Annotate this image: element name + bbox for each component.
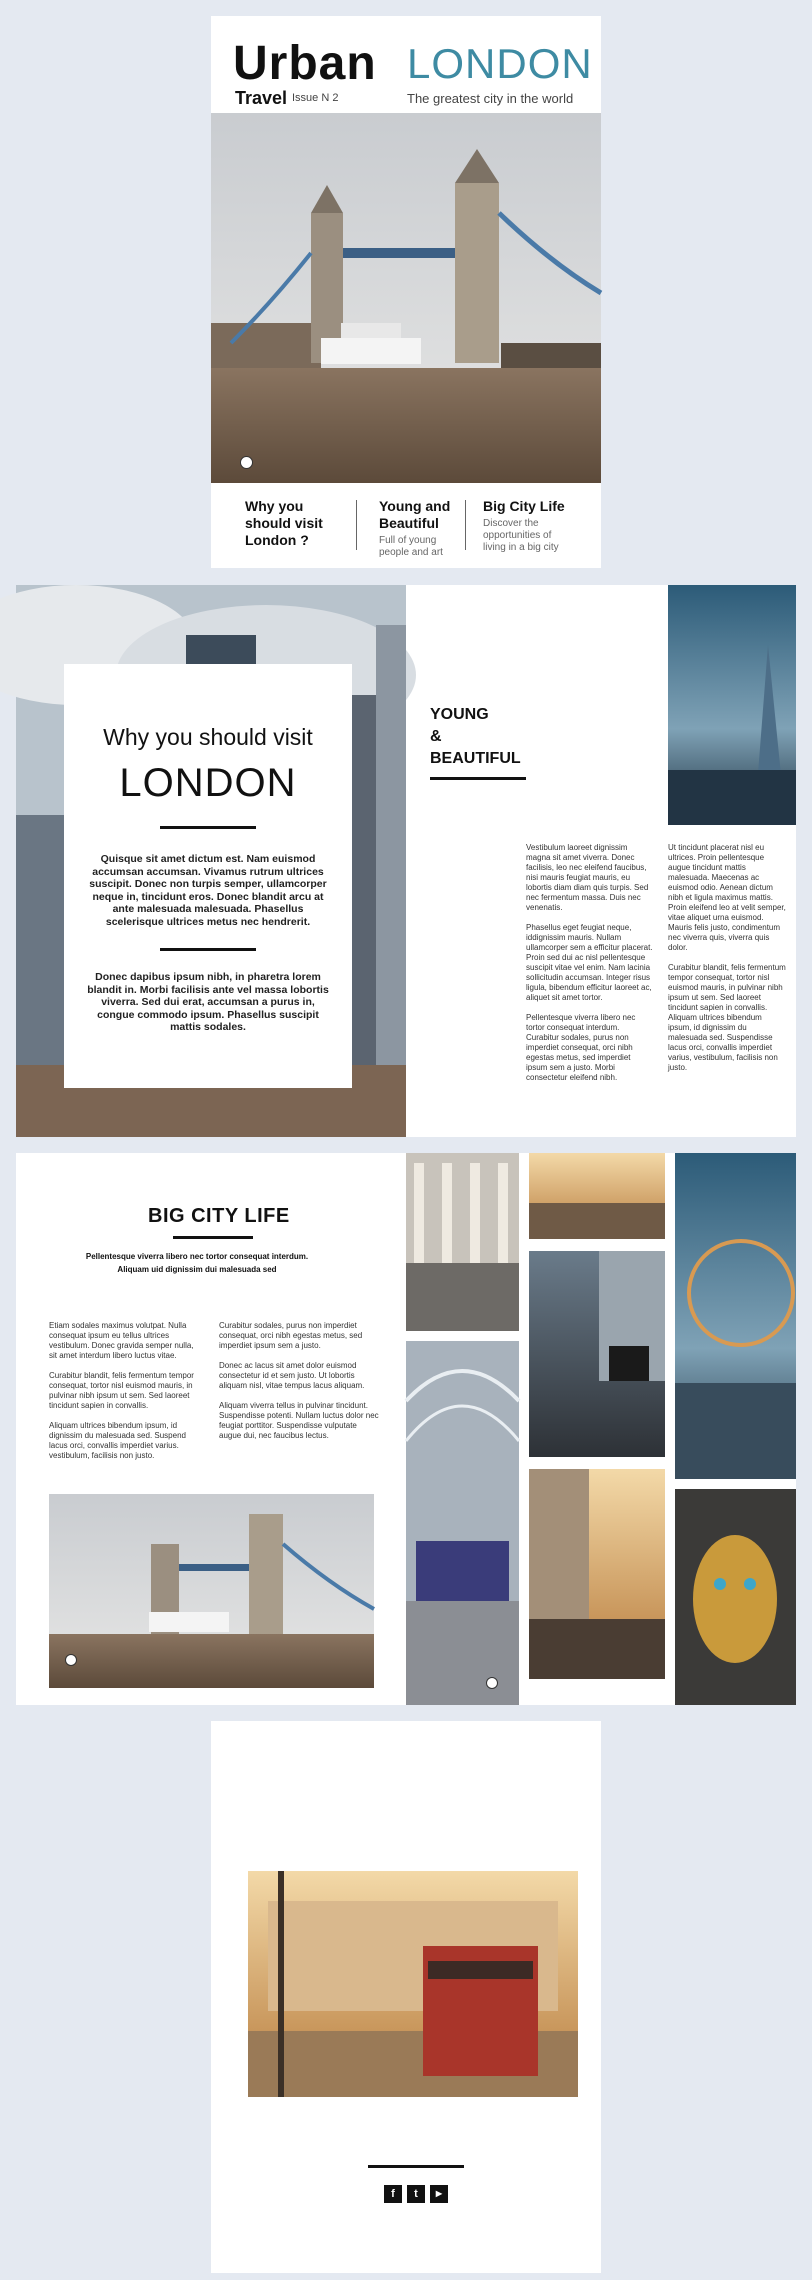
big-city-text-col-2: Curabitur sodales, purus non imperdiet consequat, orci nibh egestas metus, sed imperdiet ipsum sem a justo. Donec ac lacus sit amet dolor euismod consectetur id et sem justo. Ut lobortis aliquam nisl, vitae tempus lacus aliquam. Aliquam viverra tellus in pulvinar tincidunt. Suspendisse potenti. Nullam luctus dolor nec feugiat porttitor. Suspendisse vulputate augue dui, nec faucibus lectus. (219, 1321, 379, 1440)
young-text-col-2: Ut tincidunt placerat nisl eu ultrices. Proin pellentesque augue tincidunt mattis malesuada. Maecenas ac euismod odio. Aenean dictum nibh et ligula maximus mattis. Proin eleifend leo at velit semper, vitae aliquet urna euismod. Mauris felis justo, condimentum nec viverra quis, viverra quis dolor. Curabitur blandit, felis fermentum tempor consequat, tortor nisl euismod mauris, in pulvinar nibh ipsum ut sem. Sed laoreet tincidunt sapien in convallis. Aliquam ultrices bibendum ipsum, id dignissim du malesuada sed. Suspendisse lacus orci, convallis imperdiet varius, vestibulum, facilisis non justo. (668, 843, 786, 1072)
intro-card (64, 664, 352, 1088)
young-text-col-1: Vestibulum laoreet dignissim magna sit amet viverra. Donec facilisis, leo nec eleifend faucibus, nisi mauris feugiat mauris, eu lobortis diam diam quis turpis. Sed nec fermentum massa. Duis nec venenatis. Phasellus eget feugiat neque, iddignissim mauris. Nullam ullamcorper sem a efficitur placerat. Proin sed dui ac nisl pellentesque suscipit vitae vel enim. Nam lacinia sollicitudin accumsan. Integer risus ligula, bibendum efficitur laoreet ac, aliquet sit amet tortor. Pellentesque viverra libero nec tortor consequat interdum. Curabitur sodales, purus non imperdiet consequat, orci nibh egestas metus, sed imperdiet ipsum sem a justo. Morbi consectetur eleifend nibh. (526, 843, 653, 1082)
cover-divider (356, 500, 357, 550)
cover-col3-heading: Big City Life (483, 498, 565, 514)
big-city-subtitle-line: Pellentesque viverra libero nec tortor consequat interdum. (85, 1252, 309, 1261)
black-cab-street-photo (529, 1251, 665, 1457)
cover-divider (465, 500, 466, 550)
young-heading-line: BEAUTIFUL (430, 750, 521, 767)
intro-rule (160, 826, 256, 829)
young-heading-line: YOUNG (430, 706, 489, 723)
sunset-street-photo (529, 1469, 665, 1679)
cover-tagline: The greatest city in the world (407, 91, 574, 106)
cover-travel: Travel (235, 88, 288, 108)
cover-city: LONDON (407, 40, 593, 87)
big-city-rule (173, 1236, 253, 1239)
tower-bridge-small-photo (49, 1494, 374, 1688)
museum-steps-photo (406, 1153, 519, 1331)
spread-why-london (16, 585, 796, 1137)
back-rule (368, 2165, 464, 2168)
shard-photo (668, 585, 796, 825)
intro-paragraph-1: Quisque sit amet dictum est. Nam euismod accumsan accumsan. Vivamus rutrum ultrices suscipit. Donec non turpis semper, ullamcorper neque in, tincidunt eros. Donec blandit arcu at ante malesuada malesuada. Phasellus scelerisque ultrices metus nec hendrerit. (89, 853, 327, 928)
back-cover-page (211, 1721, 601, 2273)
young-beautiful-heading (430, 704, 521, 770)
cover-page (211, 16, 601, 568)
intro-why-heading: Why you should visit (103, 724, 313, 750)
big-city-subtitle-line: Aliquam uid dignissim dui malesuada sed (117, 1265, 277, 1274)
red-bus-photo (248, 1871, 578, 2097)
young-rule (430, 777, 526, 780)
glass-atrium-photo (406, 1341, 519, 1705)
cover-col2-body: Full of young people and art (379, 535, 443, 558)
cover-column-3 (483, 498, 568, 554)
cover-column-1 (245, 498, 345, 549)
tower-bridge-photo (211, 113, 601, 483)
cover-col2-heading: Young and Beautiful (379, 498, 451, 531)
facebook-icon[interactable]: f (384, 2185, 402, 2203)
intro-paragraph-2: Donec dapibus ipsum nibh, in pharetra lorem blandit in. Morbi facilisis ante vel massa lobortis viverra. Sed dui erat, accumsan a purus in, congue commodo ipsum. Phasellus suscipit mattis sodales. (87, 971, 329, 1033)
carousel-dot[interactable] (486, 1677, 498, 1689)
cover-column-2 (379, 498, 454, 559)
spread-big-city-life (16, 1153, 796, 1705)
london-eye-photo (675, 1153, 796, 1479)
youtube-icon[interactable]: ▶ (430, 2185, 448, 2203)
cover-col3-body: Discover the opportunities of living in a big city (483, 518, 559, 553)
big-city-title: BIG CITY LIFE (148, 1205, 290, 1227)
cover-issue: Issue N 2 (292, 92, 339, 104)
carousel-dot[interactable] (65, 1654, 77, 1666)
pigeons-skyline-photo (529, 1153, 665, 1239)
big-city-subtitle (62, 1250, 332, 1276)
carousel-dot[interactable] (240, 456, 253, 469)
young-heading-line: & (430, 728, 442, 745)
big-city-text-col-1: Etiam sodales maximus volutpat. Nulla consequat ipsum eu tellus ultrices vestibulum. Donec gravida semper nulla, sit amet interdum libero luctus vitae. Curabitur blandit, felis fermentum tempor consequat, tortor nisl euismod mauris, in pulvinar nibh ipsum ut sem. Sed laoreet tincidunt sapien in convallis. Aliquam ultrices bibendum ipsum, id dignissim du malesuada sed. Suspend lacus orci, convallis imperdiet varius. vestibulum, facilisis non justo. (49, 1321, 194, 1460)
twitter-icon[interactable]: t (407, 2185, 425, 2203)
street-art-photo (675, 1489, 796, 1705)
cover-title: Urban (233, 37, 377, 90)
intro-city-heading: LONDON (119, 761, 297, 805)
cover-col1-heading: Why you should visit London ? (245, 498, 323, 548)
intro-rule (160, 948, 256, 951)
